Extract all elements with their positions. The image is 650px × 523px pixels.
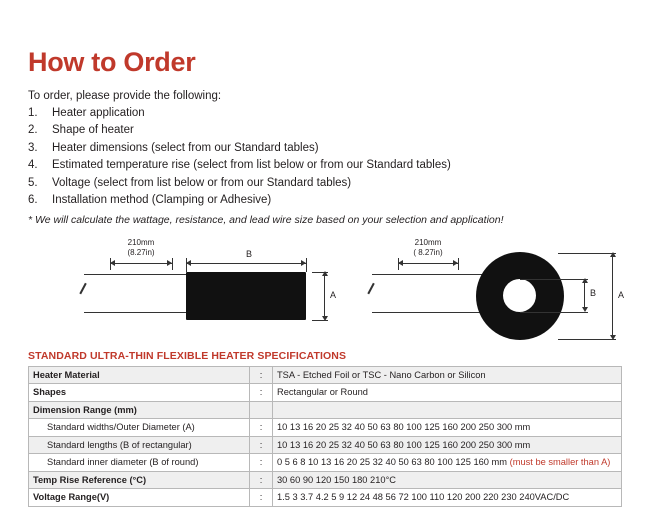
round-heater-inner-hole bbox=[503, 279, 536, 312]
spec-label: Temp Rise Reference (°C) bbox=[29, 471, 250, 489]
intro-text: To order, please provide the following: bbox=[28, 89, 222, 102]
rect-lead-wire-diagonal bbox=[79, 282, 86, 293]
list-item bbox=[28, 140, 622, 157]
rect-width-tick-left bbox=[186, 258, 187, 272]
spec-value bbox=[273, 401, 622, 419]
spec-value: TSA - Etched Foil or TSC - Nano Carbon or Silicon bbox=[273, 366, 622, 384]
table-row bbox=[29, 401, 622, 419]
rect-width-dim-line bbox=[186, 263, 306, 264]
table-row bbox=[29, 384, 622, 402]
spec-label: Standard lengths (B of rectangular) bbox=[29, 436, 250, 454]
round-lead-tick-right bbox=[458, 258, 459, 270]
rect-lead-wire-bottom bbox=[84, 312, 188, 314]
step-number: 2. bbox=[28, 124, 38, 137]
page-title: How to Order bbox=[28, 47, 196, 77]
table-row bbox=[29, 436, 622, 454]
step-text: Installation method (Clamping or Adhesive) bbox=[52, 194, 272, 207]
round-inner-tick-bottom bbox=[520, 312, 588, 313]
spec-value: 0 5 6 8 10 13 16 20 25 32 40 50 63 80 100 125 160 mm bbox=[277, 457, 508, 468]
spec-table bbox=[28, 366, 622, 507]
step-text: Voltage (select from list below or from our Standard tables) bbox=[52, 176, 352, 189]
round-outer-tick-bottom bbox=[558, 339, 616, 340]
spec-value-warning: (must be smaller than A) bbox=[509, 457, 611, 468]
rect-height-tick-top bbox=[312, 272, 328, 273]
spec-value-with-note bbox=[273, 454, 622, 472]
rect-width-letter-B: B bbox=[246, 248, 253, 259]
rect-lead-length-label: 210mm (8.27in) bbox=[127, 237, 155, 257]
round-lead-wire-diagonal bbox=[367, 282, 374, 293]
spec-value: 30 60 90 120 150 180 210°C bbox=[273, 471, 622, 489]
table-row bbox=[29, 489, 622, 507]
step-number: 3. bbox=[28, 141, 38, 154]
step-number: 5. bbox=[28, 176, 38, 189]
spec-colon: : bbox=[250, 454, 273, 472]
spec-label: Voltage Range(V) bbox=[29, 489, 250, 507]
round-inner-tick-top bbox=[520, 279, 588, 280]
table-row bbox=[29, 366, 622, 384]
spec-table-title: STANDARD ULTRA-THIN FLEXIBLE HEATER SPECIFICATIONS bbox=[28, 349, 347, 362]
table-row bbox=[29, 454, 622, 472]
round-outer-dim-line bbox=[612, 256, 613, 336]
rect-height-dim-line bbox=[324, 274, 325, 318]
list-item bbox=[28, 175, 622, 192]
step-number: 6. bbox=[28, 194, 38, 207]
order-steps-list bbox=[28, 105, 622, 210]
step-number: 4. bbox=[28, 159, 38, 172]
round-lead-dim-line bbox=[398, 263, 458, 264]
list-item bbox=[28, 192, 622, 209]
round-inner-letter-B: B bbox=[590, 287, 597, 298]
step-text: Heater dimensions (select from our Standard tables) bbox=[52, 141, 319, 154]
rect-width-tick-right bbox=[306, 258, 307, 272]
step-number: 1. bbox=[28, 106, 38, 119]
spec-label: Shapes bbox=[29, 384, 250, 402]
spec-value: 10 13 16 20 25 32 40 50 63 80 100 125 160 200 250 300 mm bbox=[273, 436, 622, 454]
spec-colon: : bbox=[250, 366, 273, 384]
table-row bbox=[29, 419, 622, 437]
spec-value: 10 13 16 20 25 32 40 50 63 80 100 125 160 200 250 300 mm bbox=[273, 419, 622, 437]
step-text: Estimated temperature rise (select from list below or from our Standard tables) bbox=[52, 159, 451, 172]
rect-lead-tick-right bbox=[172, 258, 173, 270]
list-item bbox=[28, 105, 622, 122]
spec-label: Standard inner diameter (B of round) bbox=[29, 454, 250, 472]
rect-lead-wire-top bbox=[84, 274, 188, 276]
spec-colon bbox=[250, 401, 273, 419]
spec-colon: : bbox=[250, 419, 273, 437]
calculation-note: * We will calculate the wattage, resistance, and lead wire size based on your selection and application! bbox=[28, 213, 504, 226]
step-text: Heater application bbox=[52, 106, 145, 119]
spec-label: Standard widths/Outer Diameter (A) bbox=[29, 419, 250, 437]
round-lead-tick-left bbox=[398, 258, 399, 270]
rect-heater-body bbox=[186, 272, 306, 320]
rect-lead-dim-line bbox=[110, 263, 172, 264]
round-inner-dim-line bbox=[584, 281, 585, 309]
rect-height-letter-A: A bbox=[330, 289, 337, 300]
round-lead-wire-top bbox=[372, 274, 484, 276]
list-item bbox=[28, 122, 622, 139]
step-text: Shape of heater bbox=[52, 124, 134, 137]
spec-label: Heater Material bbox=[29, 366, 250, 384]
spec-value: Rectangular or Round bbox=[273, 384, 622, 402]
spec-label: Dimension Range (mm) bbox=[29, 401, 250, 419]
round-outer-tick-top bbox=[558, 253, 616, 254]
heater-shape-diagram bbox=[28, 236, 625, 346]
spec-colon: : bbox=[250, 384, 273, 402]
round-outer-letter-A: A bbox=[618, 289, 625, 300]
rect-height-tick-bottom bbox=[312, 320, 328, 321]
spec-colon: : bbox=[250, 489, 273, 507]
spec-colon: : bbox=[250, 436, 273, 454]
rect-lead-tick-left bbox=[110, 258, 111, 270]
spec-value: 1.5 3 3.7 4.2 5 9 12 24 48 56 72 100 110 120 200 220 230 240VAC/DC bbox=[273, 489, 622, 507]
round-lead-length-label: 210mm ( 8.27in) bbox=[413, 237, 443, 257]
list-item bbox=[28, 157, 622, 174]
spec-colon: : bbox=[250, 471, 273, 489]
table-row bbox=[29, 471, 622, 489]
round-lead-wire-bottom bbox=[372, 312, 484, 314]
